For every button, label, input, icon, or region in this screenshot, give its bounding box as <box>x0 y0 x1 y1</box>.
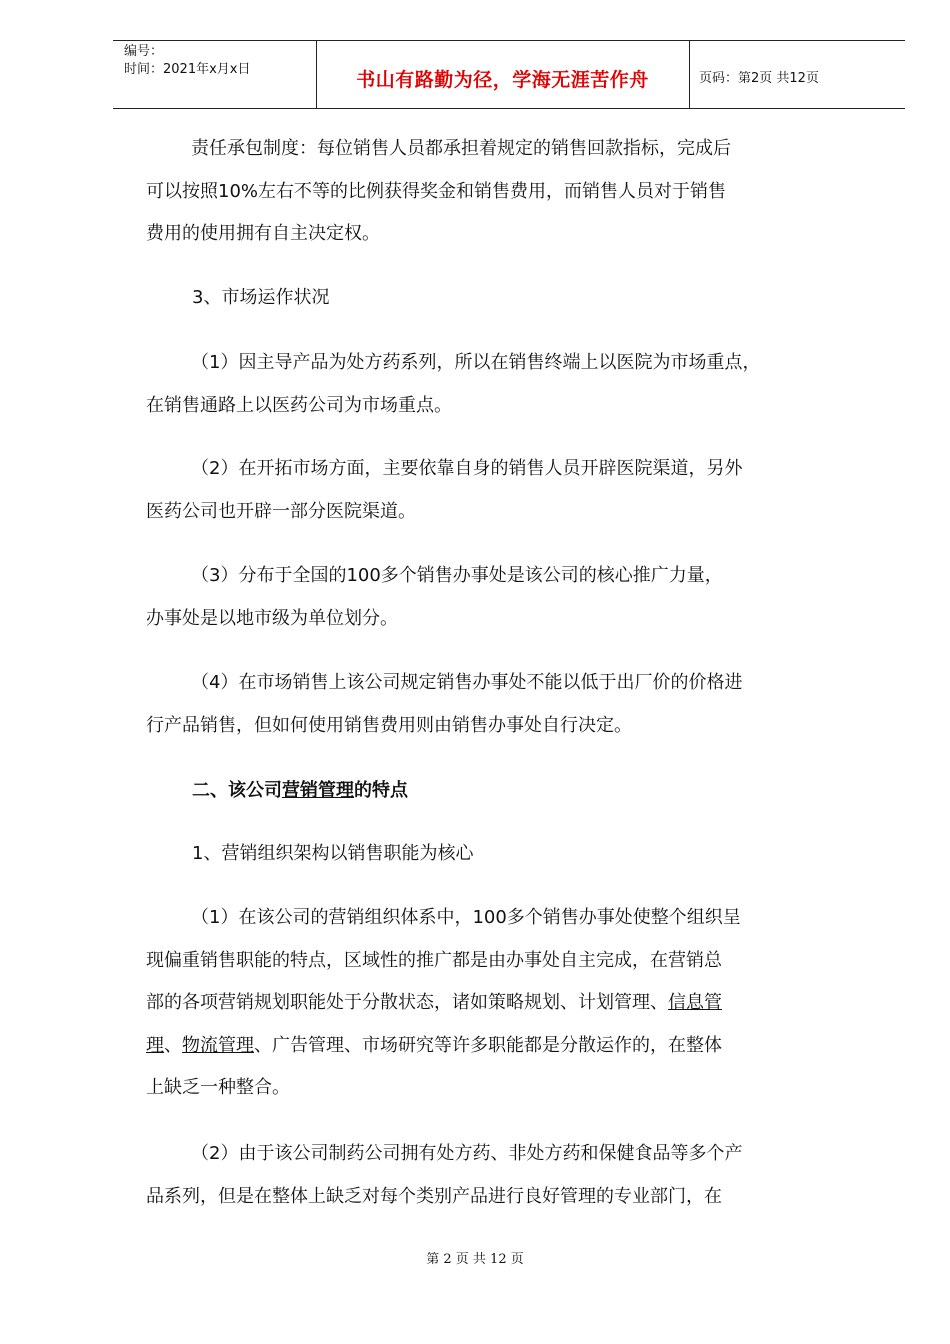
info-management-link-cont[interactable]: 理 <box>146 1034 164 1056</box>
paragraph-org-2 <box>146 1133 881 1218</box>
section-heading-market: 3、市场运作状况 <box>192 287 330 308</box>
header-page-cell <box>689 41 905 108</box>
paragraph-line: 责任承包制度：每位销售人员都承担着规定的销售回款指标，完成后 <box>191 138 731 159</box>
paragraph-market-2 <box>146 448 881 533</box>
paragraph-line: 可以按照10%左右不等的比例获得奖金和销售费用，而销售人员对于销售 <box>146 180 727 202</box>
paragraph-line: 行产品销售，但如何使用销售费用则由销售办事处自行决定。 <box>146 714 632 736</box>
section-heading-marketing <box>192 776 408 806</box>
paragraph-line <box>146 1025 881 1068</box>
paragraph-line-text: 部的各项营销规划职能处于分散状态，诸如策略规划、计划管理、 <box>146 992 668 1013</box>
page-header <box>113 40 905 109</box>
paragraph-line: 在销售通路上以医药公司为市场重点。 <box>146 394 452 416</box>
paragraph-line: 现偏重销售职能的特点，区域性的推广都是由办事处自主完成，在营销总 <box>146 949 722 971</box>
header-motto-cell <box>316 41 690 108</box>
paragraph-line-text: 、广告管理、市场研究等许多职能都是分散运作的，在整体 <box>254 1034 722 1056</box>
heading-prefix: 二、该公司 <box>192 780 282 801</box>
time-label: 时间：2021年x月x日 <box>124 62 251 77</box>
paragraph-market-1 <box>146 342 881 427</box>
paragraph-line: （2）由于该公司制药公司拥有处方药、非处方药和保健食品等多个产 <box>191 1143 743 1164</box>
info-management-link[interactable]: 信息管 <box>668 992 722 1013</box>
marketing-management-link[interactable]: 营销管理 <box>282 780 354 801</box>
header-meta-cell <box>113 41 317 108</box>
paragraph-line: 医药公司也开辟一部分医院渠道。 <box>146 500 416 522</box>
logistics-management-link[interactable]: 物流管理 <box>182 1034 254 1056</box>
paragraph-market-3 <box>146 555 881 640</box>
separator-text: 、 <box>164 1034 182 1056</box>
serial-label: 编号： <box>124 44 164 59</box>
paragraph-responsibility <box>146 128 881 256</box>
page-footer: 第 2 页 共 12 页 <box>426 1252 524 1267</box>
paragraph-market-4 <box>146 662 881 747</box>
paragraph-line: （1）因主导产品为处方药系列，所以在销售终端上以医院为市场重点， <box>191 352 761 373</box>
paragraph-line: 费用的使用拥有自主决定权。 <box>146 223 380 244</box>
paragraph-line: 办事处是以地市级为单位划分。 <box>146 607 398 629</box>
header-page-info: 页码：第2页 共12页 <box>699 71 819 86</box>
section-heading-org: 1、营销组织架构以销售职能为核心 <box>192 843 474 864</box>
paragraph-line <box>146 982 881 1025</box>
paragraph-line: （3）分布于全国的100多个销售办事处是该公司的核心推广力量， <box>191 565 723 586</box>
paragraph-org-1 <box>146 897 881 1110</box>
heading-suffix: 的特点 <box>354 780 408 801</box>
paragraph-line: 品系列，但是在整体上缺乏对每个类别产品进行良好管理的专业部门，在 <box>146 1185 722 1207</box>
paragraph-line: （4）在市场销售上该公司规定销售办事处不能以低于出厂价的价格进 <box>191 672 743 693</box>
paragraph-line: 上缺乏一种整合。 <box>146 1077 290 1098</box>
paragraph-line: （2）在开拓市场方面，主要依靠自身的销售人员开辟医院渠道，另外 <box>191 458 743 479</box>
paragraph-line: （1）在该公司的营销组织体系中，100多个销售办事处使整个组织呈 <box>191 907 741 928</box>
motto-text: 书山有路勤为径，学海无涯苦作舟 <box>356 69 649 91</box>
